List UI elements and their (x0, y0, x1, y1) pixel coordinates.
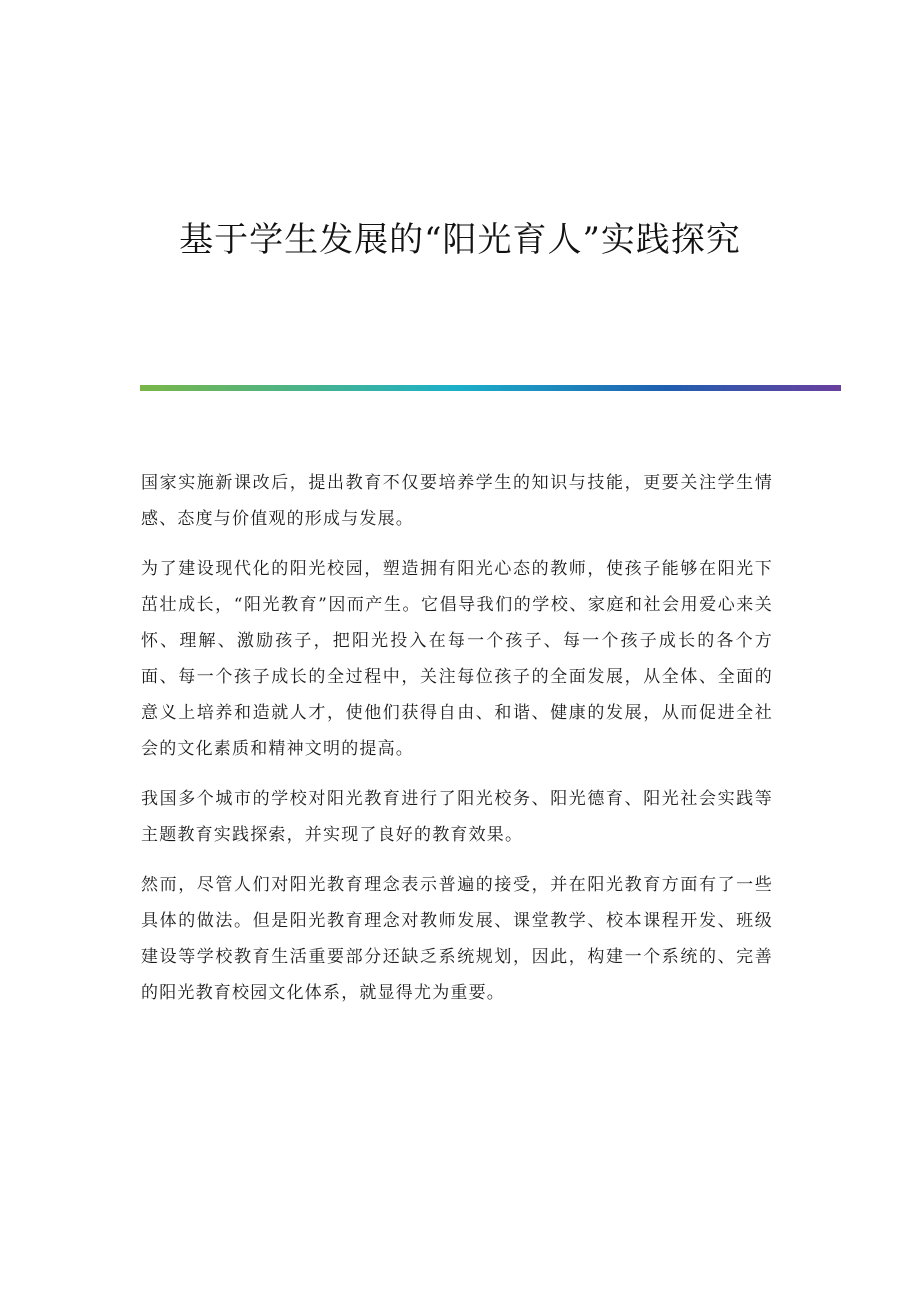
document-title: 基于学生发展的“阳光育人”实践探究 (179, 220, 741, 260)
body-paragraph: 国家实施新课改后，提出教育不仅要培养学生的知识与技能，更要关注学生情感、态度与价值观的形成与发展。 (141, 473, 773, 529)
body-paragraph: 为了建设现代化的阳光校园，塑造拥有阳光心态的教师，使孩子能够在阳光下茁壮成长，“阳光教育”因而产生。它倡导我们的学校、家庭和社会用爱心来关怀、理解、激励孩子，把阳光投入在每一个孩子、每一个孩子成长的各个方面、每一个孩子成长的全过程中，关注每位孩子的全面发展，从全体、全面的意义上培养和造就人才，使他们获得自由、和谐、健康的发展，从而促进全社会的文化素质和精神文明的提高。 (141, 559, 773, 759)
title-gradient-divider (140, 385, 841, 391)
document-body (141, 465, 773, 1025)
body-paragraph: 然而，尽管人们对阳光教育理念表示普遍的接受，并在阳光教育方面有了一些具体的做法。但是阳光教育理念对教师发展、课堂教学、校本课程开发、班级建设等学校教育生活重要部分还缺乏系统规划，因此，构建一个系统的、完善的阳光教育校园文化体系，就显得尤为重要。 (141, 875, 773, 1003)
body-paragraph: 我国多个城市的学校对阳光教育进行了阳光校务、阳光德育、阳光社会实践等主题教育实践探索，并实现了良好的教育效果。 (141, 789, 773, 845)
